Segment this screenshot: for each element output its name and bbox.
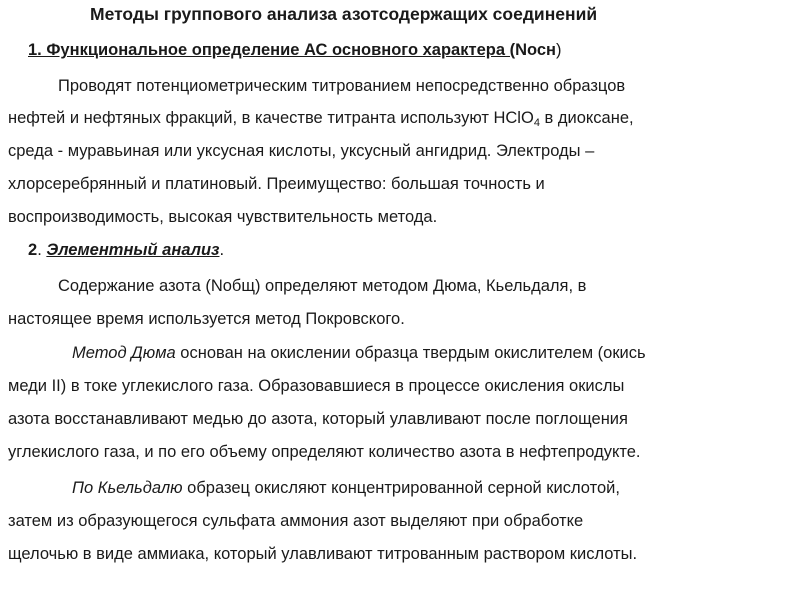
section1-line-2: [8, 108, 634, 128]
section1-line-2-sub: 4: [533, 117, 540, 129]
section2-p2-line-1-text: основан на окислении образца твердым окислителем (окись: [175, 344, 646, 362]
section2-p1-line-1: Содержание азота (Nобщ) определяют методом Дюма, Кьельдаля, в: [58, 277, 587, 295]
section1-line-1: Проводят потенциометрическим титрованием непосредственно образцов: [58, 77, 626, 95]
section2-number: 2: [28, 241, 38, 259]
section2-p3-line-1-text: образец окисляют концентрированной серной кислотой,: [182, 479, 620, 497]
section2-p3-line-2: затем из образующегося сульфата аммония азот выделяют при обработке: [8, 512, 584, 530]
section2-p2-line-4: углекислого газа, и по его объему определяют количество азота в нефтепродукте.: [8, 443, 641, 461]
section1-line-5: воспроизводимость, высокая чувствительность метода.: [8, 208, 438, 226]
section2-p2-line-2: меди II) в токе углекислого газа. Образовавшиеся в процессе окисления окислы: [8, 377, 625, 395]
section2-p1-line-2: настоящее время используется метод Покровского.: [8, 310, 405, 328]
slide-title: Методы группового анализа азотсодержащих соединений: [90, 4, 598, 24]
dumas-method-term: Метод Дюма: [72, 344, 176, 362]
section2-p2-line-3: азота восстанавливают медью до азота, который улавливают после поглощения: [8, 410, 628, 428]
section1-line-4: хлорсеребрянный и платиновый. Преимущество: большая точность и: [8, 175, 545, 193]
section2-dot: .: [37, 241, 47, 259]
section2-p3-line-3: щелочью в виде аммиака, который улавливают титрованным раствором кислоты.: [8, 545, 638, 563]
section2-heading: [28, 240, 224, 260]
section1-heading-close: ): [556, 41, 562, 59]
section1-heading-text: 1. Функциональное определение АС основного характера (: [28, 41, 516, 59]
section2-p3-line-1: [72, 478, 620, 498]
section2-heading-end: .: [219, 241, 225, 259]
section2-heading-text: Элементный анализ: [46, 241, 220, 259]
kjeldahl-method-term: По Кьельдалю: [72, 479, 183, 497]
section1-heading: [28, 40, 562, 60]
section1-line-2-b: в диоксане,: [539, 109, 634, 127]
section1-line-2-a: нефтей и нефтяных фракций, в качестве титранта используют HClO: [8, 109, 534, 127]
section1-line-3: среда - муравьиная или уксусная кислоты, уксусный ангидрид. Электроды –: [8, 142, 595, 160]
section2-p2-line-1: [72, 343, 646, 363]
section1-heading-symbol: Nосн: [515, 41, 557, 59]
